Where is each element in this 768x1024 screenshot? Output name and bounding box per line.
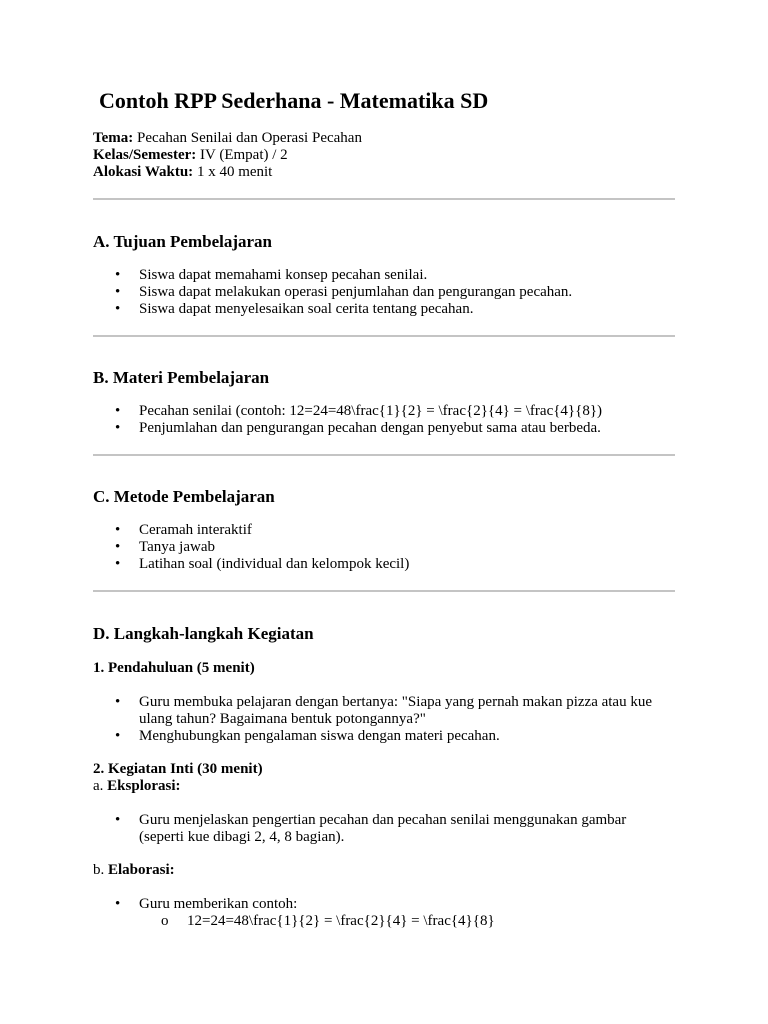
- pendahuluan-heading: 1. Pendahuluan (5 menit): [93, 660, 255, 676]
- lesson-meta: [93, 130, 675, 181]
- section-b-list: [93, 403, 675, 437]
- sub-bullet-icon: o: [161, 913, 169, 929]
- list-item: • Tanya jawab: [115, 539, 215, 555]
- list-item: • Siswa dapat menyelesaikan soal cerita tentang pecahan.: [115, 301, 474, 317]
- document-page: [93, 88, 675, 930]
- divider: [93, 454, 675, 456]
- list-item: • Guru menjelaskan pengertian pecahan dan pecahan senilai menggunakan gambar (seperti kue dibagi 2, 4, 8 bagian).: [115, 812, 627, 845]
- list-item: o 12=24=48\frac{1}{2} = \frac{2}{4} = \frac{4}{8}: [161, 913, 495, 929]
- divider: [93, 198, 675, 200]
- section-c-heading: C. Metode Pembelajaran: [93, 487, 275, 506]
- section-d-heading: D. Langkah-langkah Kegiatan: [93, 624, 314, 643]
- list-item: • Latihan soal (individual dan kelompok kecil): [115, 556, 410, 572]
- meta-alokasi-label: Alokasi Waktu:: [93, 164, 194, 180]
- elaborasi-sub-list: [139, 913, 675, 930]
- list-item: • Penjumlahan dan pengurangan pecahan dengan penyebut sama atau berbeda.: [115, 420, 601, 436]
- section-b-heading: B. Materi Pembelajaran: [93, 368, 270, 387]
- section-a-list: [93, 267, 675, 318]
- list-item: • Siswa dapat memahami konsep pecahan senilai.: [115, 267, 428, 283]
- elaborasi-label: b. Elaborasi:: [93, 862, 175, 878]
- meta-tema-value: Pecahan Senilai dan Operasi Pecahan: [133, 130, 362, 146]
- bullet-icon: •: [115, 556, 121, 572]
- kegiatan-inti-heading: 2. Kegiatan Inti (30 menit): [93, 761, 263, 777]
- meta-kelas-label: Kelas/Semester:: [93, 147, 197, 163]
- list-item: • Pecahan senilai (contoh: 12=24=48\frac{1}{2} = \frac{2}{4} = \frac{4}{8}): [115, 403, 603, 419]
- bullet-icon: •: [115, 284, 121, 300]
- list-item: • Ceramah interaktif: [115, 522, 252, 538]
- divider: [93, 335, 675, 337]
- section-a-heading: A. Tujuan Pembelajaran: [93, 232, 272, 251]
- meta-alokasi-value: 1 x 40 menit: [193, 164, 273, 180]
- section-c-list: [93, 522, 675, 573]
- divider: [93, 590, 675, 592]
- meta-kelas: [93, 147, 675, 164]
- bullet-icon: •: [115, 267, 121, 283]
- meta-alokasi: [93, 164, 675, 181]
- eksplorasi-label: a. Eksplorasi:: [93, 778, 181, 794]
- pendahuluan-list: [93, 694, 675, 745]
- bullet-icon: •: [115, 896, 121, 912]
- bullet-icon: •: [115, 539, 121, 555]
- bullet-icon: •: [115, 301, 121, 317]
- bullet-icon: •: [115, 403, 121, 419]
- list-item: • Menghubungkan pengalaman siswa dengan materi pecahan.: [115, 728, 500, 744]
- elaborasi-list: [93, 896, 675, 930]
- bullet-icon: •: [115, 420, 121, 436]
- meta-kelas-value: IV (Empat) / 2: [196, 147, 288, 163]
- list-item: • Guru memberikan contoh: o 12=24=48\frac{1}{2} = \frac{2}{4} = \frac{4}{8}: [93, 896, 675, 930]
- page-title: Contoh RPP Sederhana - Matematika SD: [99, 88, 489, 113]
- bullet-icon: •: [115, 812, 121, 828]
- bullet-icon: •: [115, 522, 121, 538]
- eksplorasi-list: [93, 812, 675, 846]
- list-item: • Siswa dapat melakukan operasi penjumlahan dan pengurangan pecahan.: [115, 284, 573, 300]
- bullet-icon: •: [115, 728, 121, 744]
- bullet-icon: •: [115, 694, 121, 710]
- meta-tema: [93, 130, 675, 147]
- meta-tema-label: Tema:: [93, 130, 134, 146]
- list-item: • Guru membuka pelajaran dengan bertanya: "Siapa yang pernah makan pizza atau kue ulang tahun? Bagaimana bentuk potongannya?": [115, 694, 652, 727]
